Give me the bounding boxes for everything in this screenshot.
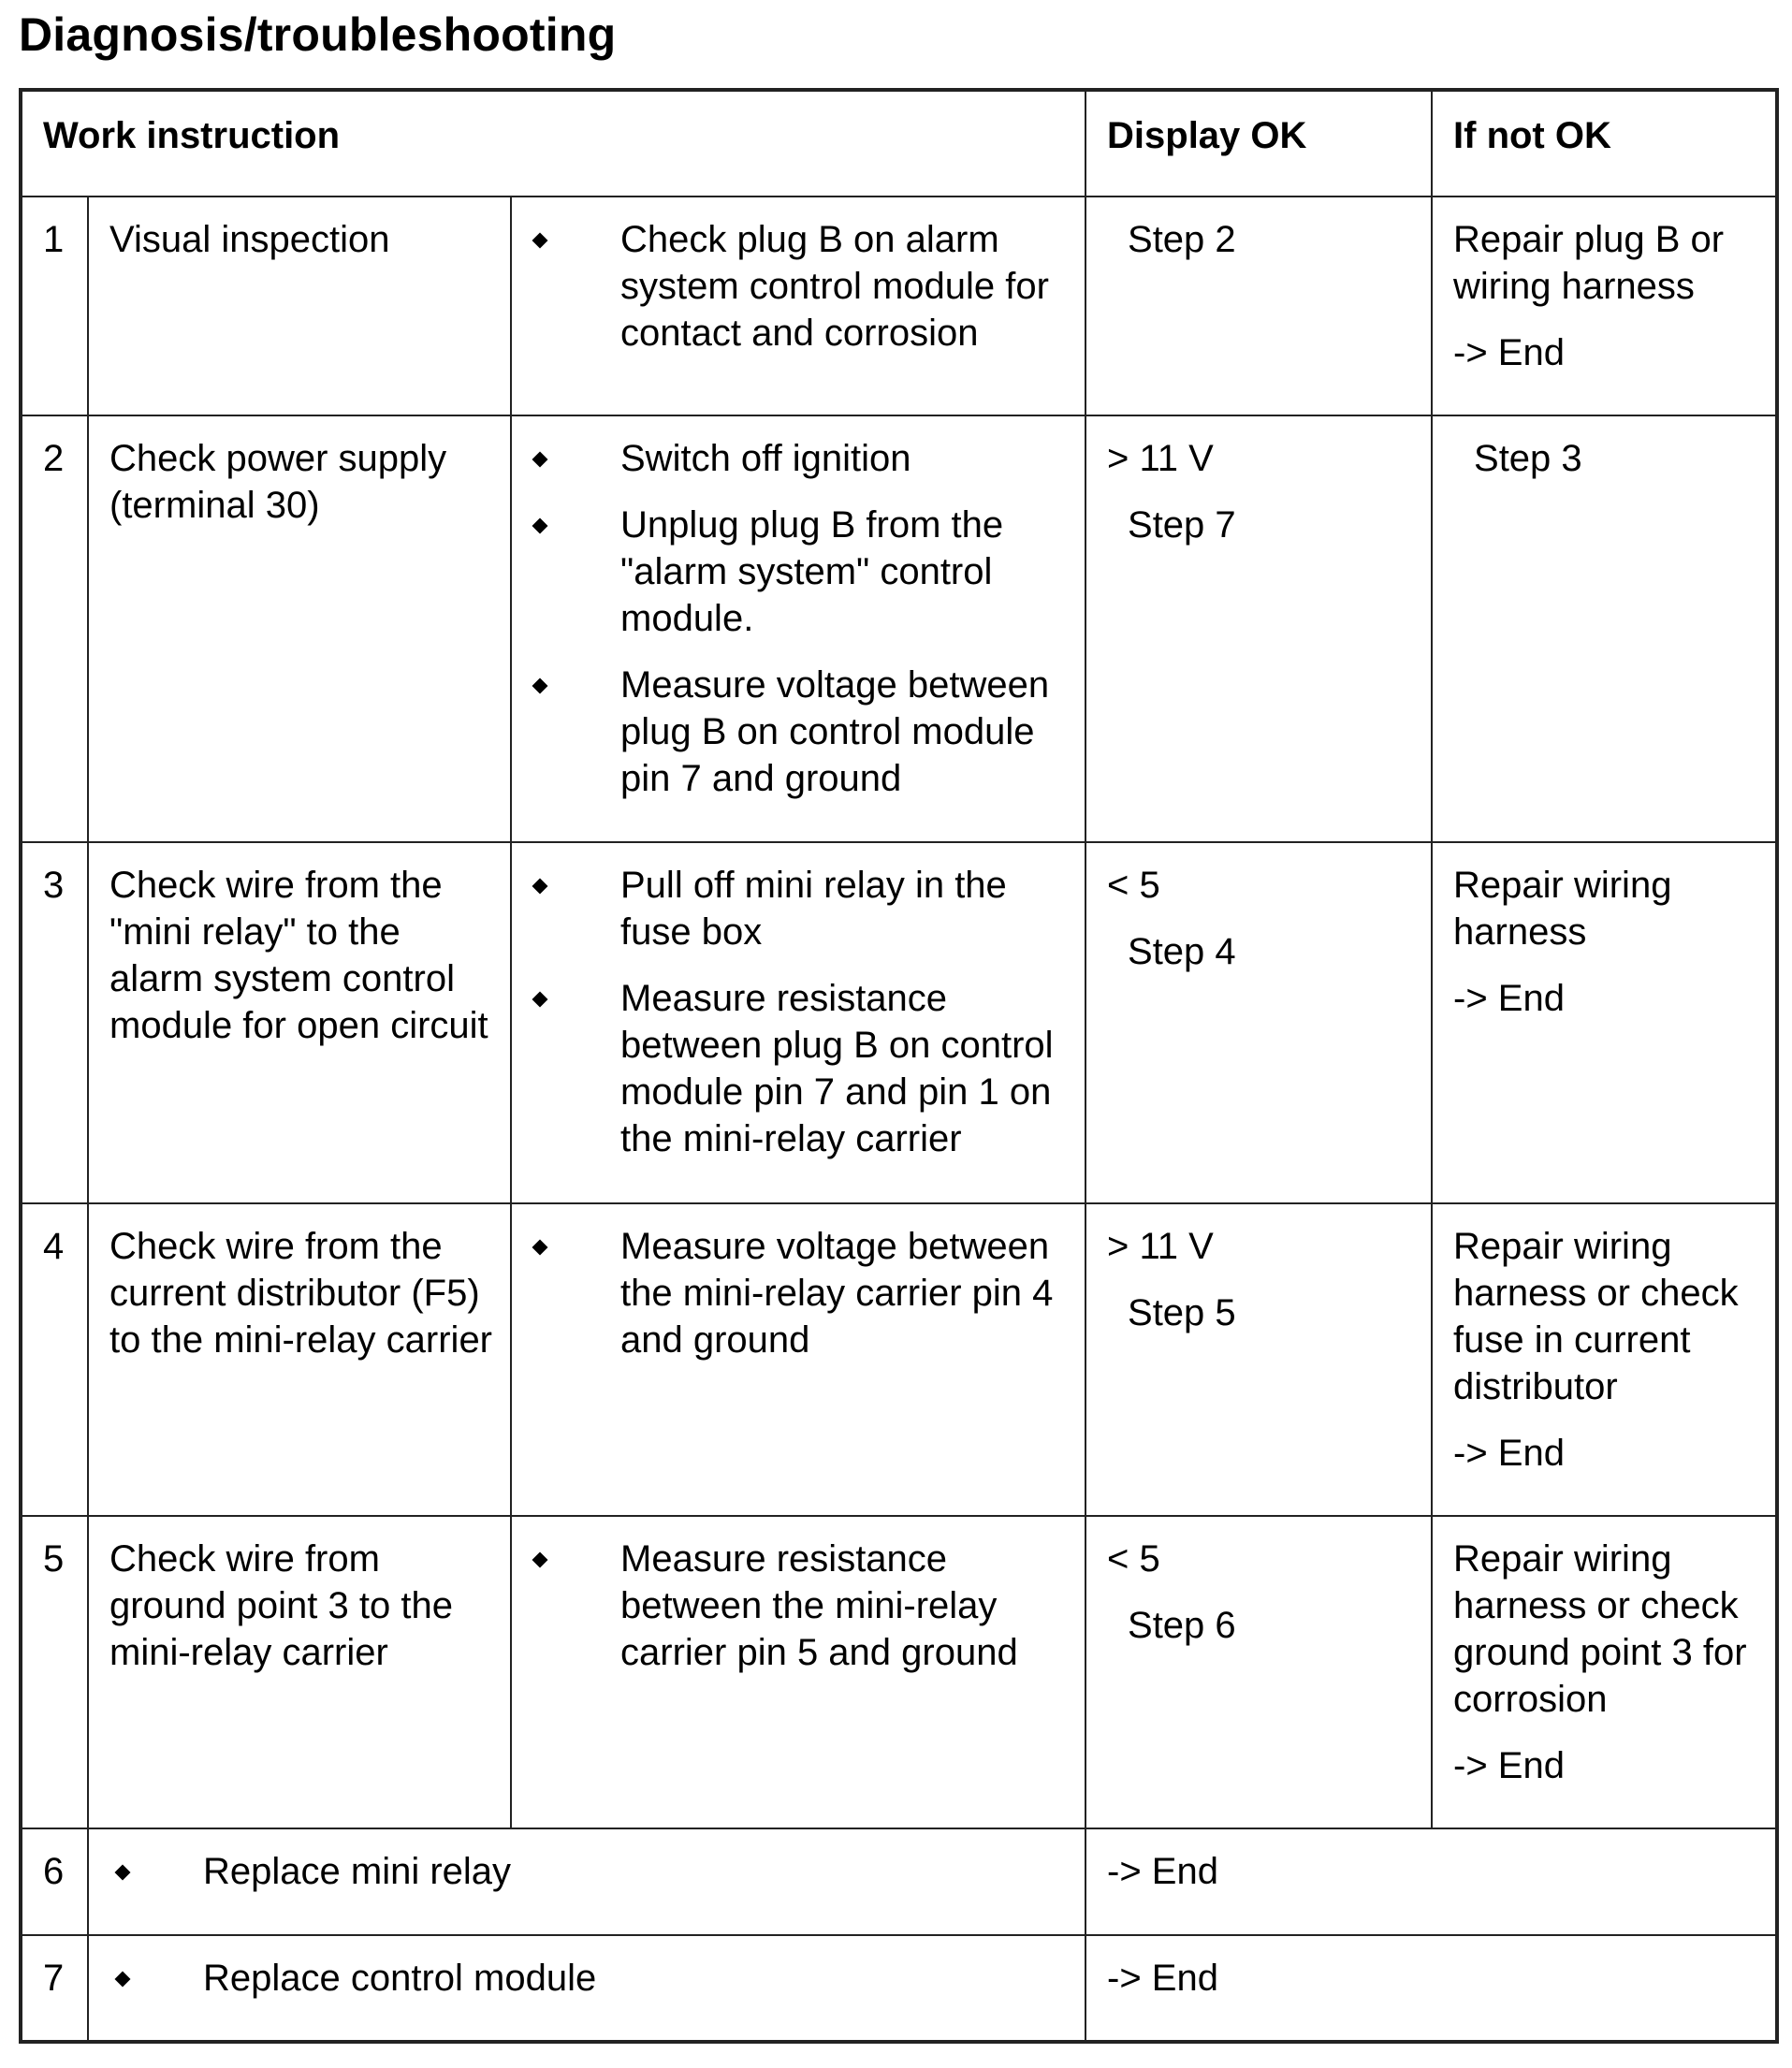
measure-text: Check plug B on alarm system control module for contact and corrosion [620,219,1049,354]
ok-value: > 11 V [1107,438,1214,479]
diamond-bullet-icon [532,1552,548,1568]
not-ok-text: Repair wiring harness [1453,865,1672,953]
header-work-instruction: Work instruction [21,90,1085,197]
display-ok-cell [1085,197,1432,415]
table-row [21,197,1777,415]
action-result: -> End [1085,1828,1777,1935]
measure-text: Measure voltage between plug B on control module pin 7 and ground [620,664,1050,799]
table-row [21,1516,1777,1828]
measure-text: Unplug plug B from the "alarm system" control module. [620,504,1004,639]
step-number: 4 [21,1203,88,1516]
action-cell [88,1935,1085,2042]
diamond-bullet-icon [532,992,548,1008]
table-row [21,1203,1777,1516]
action-text: Replace control module [203,1958,597,1999]
not-ok-end: -> End [1453,1433,1565,1474]
step-number: 1 [21,197,88,415]
measure-item [531,1223,1075,1363]
not-ok-text: Step 3 [1474,438,1582,479]
ok-step: Step 7 [1128,504,1236,546]
troubleshooting-table [19,88,1779,2044]
measures-cell [511,197,1085,415]
ok-step: Step 2 [1128,219,1236,260]
instruction-text: Check wire from the current distributor (F5) to the mini-relay carrier [88,1203,511,1516]
measure-text: Measure resistance between the mini-relay carrier pin 5 and ground [620,1538,1018,1673]
diamond-bullet-icon [532,879,548,895]
instruction-text: Check power supply (terminal 30) [88,415,511,842]
measure-item [531,975,1075,1162]
not-ok-text: Repair wiring harness or check ground point 3 for corrosion [1453,1538,1747,1720]
action-cell [88,1828,1085,1935]
measure-item [531,216,1075,357]
step-number: 6 [21,1828,88,1935]
step-number: 3 [21,842,88,1203]
measures-cell [511,1203,1085,1516]
step-number: 5 [21,1516,88,1828]
measures-cell [511,415,1085,842]
measure-text: Measure voltage between the mini-relay carrier pin 4 and ground [620,1226,1054,1361]
ok-step: Step 4 [1128,931,1236,972]
action-item [108,1955,1075,2002]
measures-cell [511,842,1085,1203]
diamond-bullet-icon [532,518,548,534]
display-ok-cell [1085,1203,1432,1516]
not-ok-cell [1432,415,1777,842]
measures-cell [511,1516,1085,1828]
action-item [108,1848,1075,1895]
not-ok-text: Repair plug B or wiring harness [1453,219,1725,307]
table-row [21,415,1777,842]
display-ok-cell [1085,415,1432,842]
ok-value: < 5 [1107,865,1160,906]
diamond-bullet-icon [532,1240,548,1256]
ok-step: Step 5 [1128,1292,1236,1333]
not-ok-cell [1432,842,1777,1203]
table-row [21,842,1777,1203]
measure-item [531,435,1075,482]
table-row [21,1935,1777,2042]
diamond-bullet-icon [532,452,548,468]
page-title: Diagnosis/troubleshooting [19,8,617,61]
action-text: Replace mini relay [203,1851,512,1892]
step-number: 2 [21,415,88,842]
diamond-bullet-icon [115,1865,131,1881]
not-ok-text: Repair wiring harness or check fuse in current distributor [1453,1226,1739,1407]
display-ok-cell [1085,1516,1432,1828]
measure-item [531,662,1075,802]
header-if-not-ok: If not OK [1432,90,1777,197]
instruction-text: Check wire from ground point 3 to the mini-relay carrier [88,1516,511,1828]
measure-text: Pull off mini relay in the fuse box [620,865,1007,953]
diamond-bullet-icon [115,1972,131,1988]
measure-item [531,1536,1075,1676]
table-row [21,1828,1777,1935]
measure-item [531,862,1075,955]
instruction-text: Visual inspection [88,197,511,415]
not-ok-cell [1432,1516,1777,1828]
not-ok-end: -> End [1453,1745,1565,1786]
display-ok-cell [1085,842,1432,1203]
header-display-ok: Display OK [1085,90,1432,197]
measure-text: Switch off ignition [620,438,911,479]
header-row [21,90,1777,197]
not-ok-cell [1432,1203,1777,1516]
not-ok-end: -> End [1453,978,1565,1019]
instruction-text: Check wire from the "mini relay" to the alarm system control module for open circuit [88,842,511,1203]
measure-item [531,502,1075,642]
ok-step: Step 6 [1128,1605,1236,1646]
ok-value: > 11 V [1107,1226,1214,1267]
not-ok-cell [1432,197,1777,415]
diamond-bullet-icon [532,678,548,694]
action-result: -> End [1085,1935,1777,2042]
diamond-bullet-icon [532,233,548,249]
not-ok-end: -> End [1453,332,1565,373]
ok-value: < 5 [1107,1538,1160,1580]
measure-text: Measure resistance between plug B on control module pin 7 and pin 1 on the mini-relay carrier [620,978,1054,1159]
step-number: 7 [21,1935,88,2042]
